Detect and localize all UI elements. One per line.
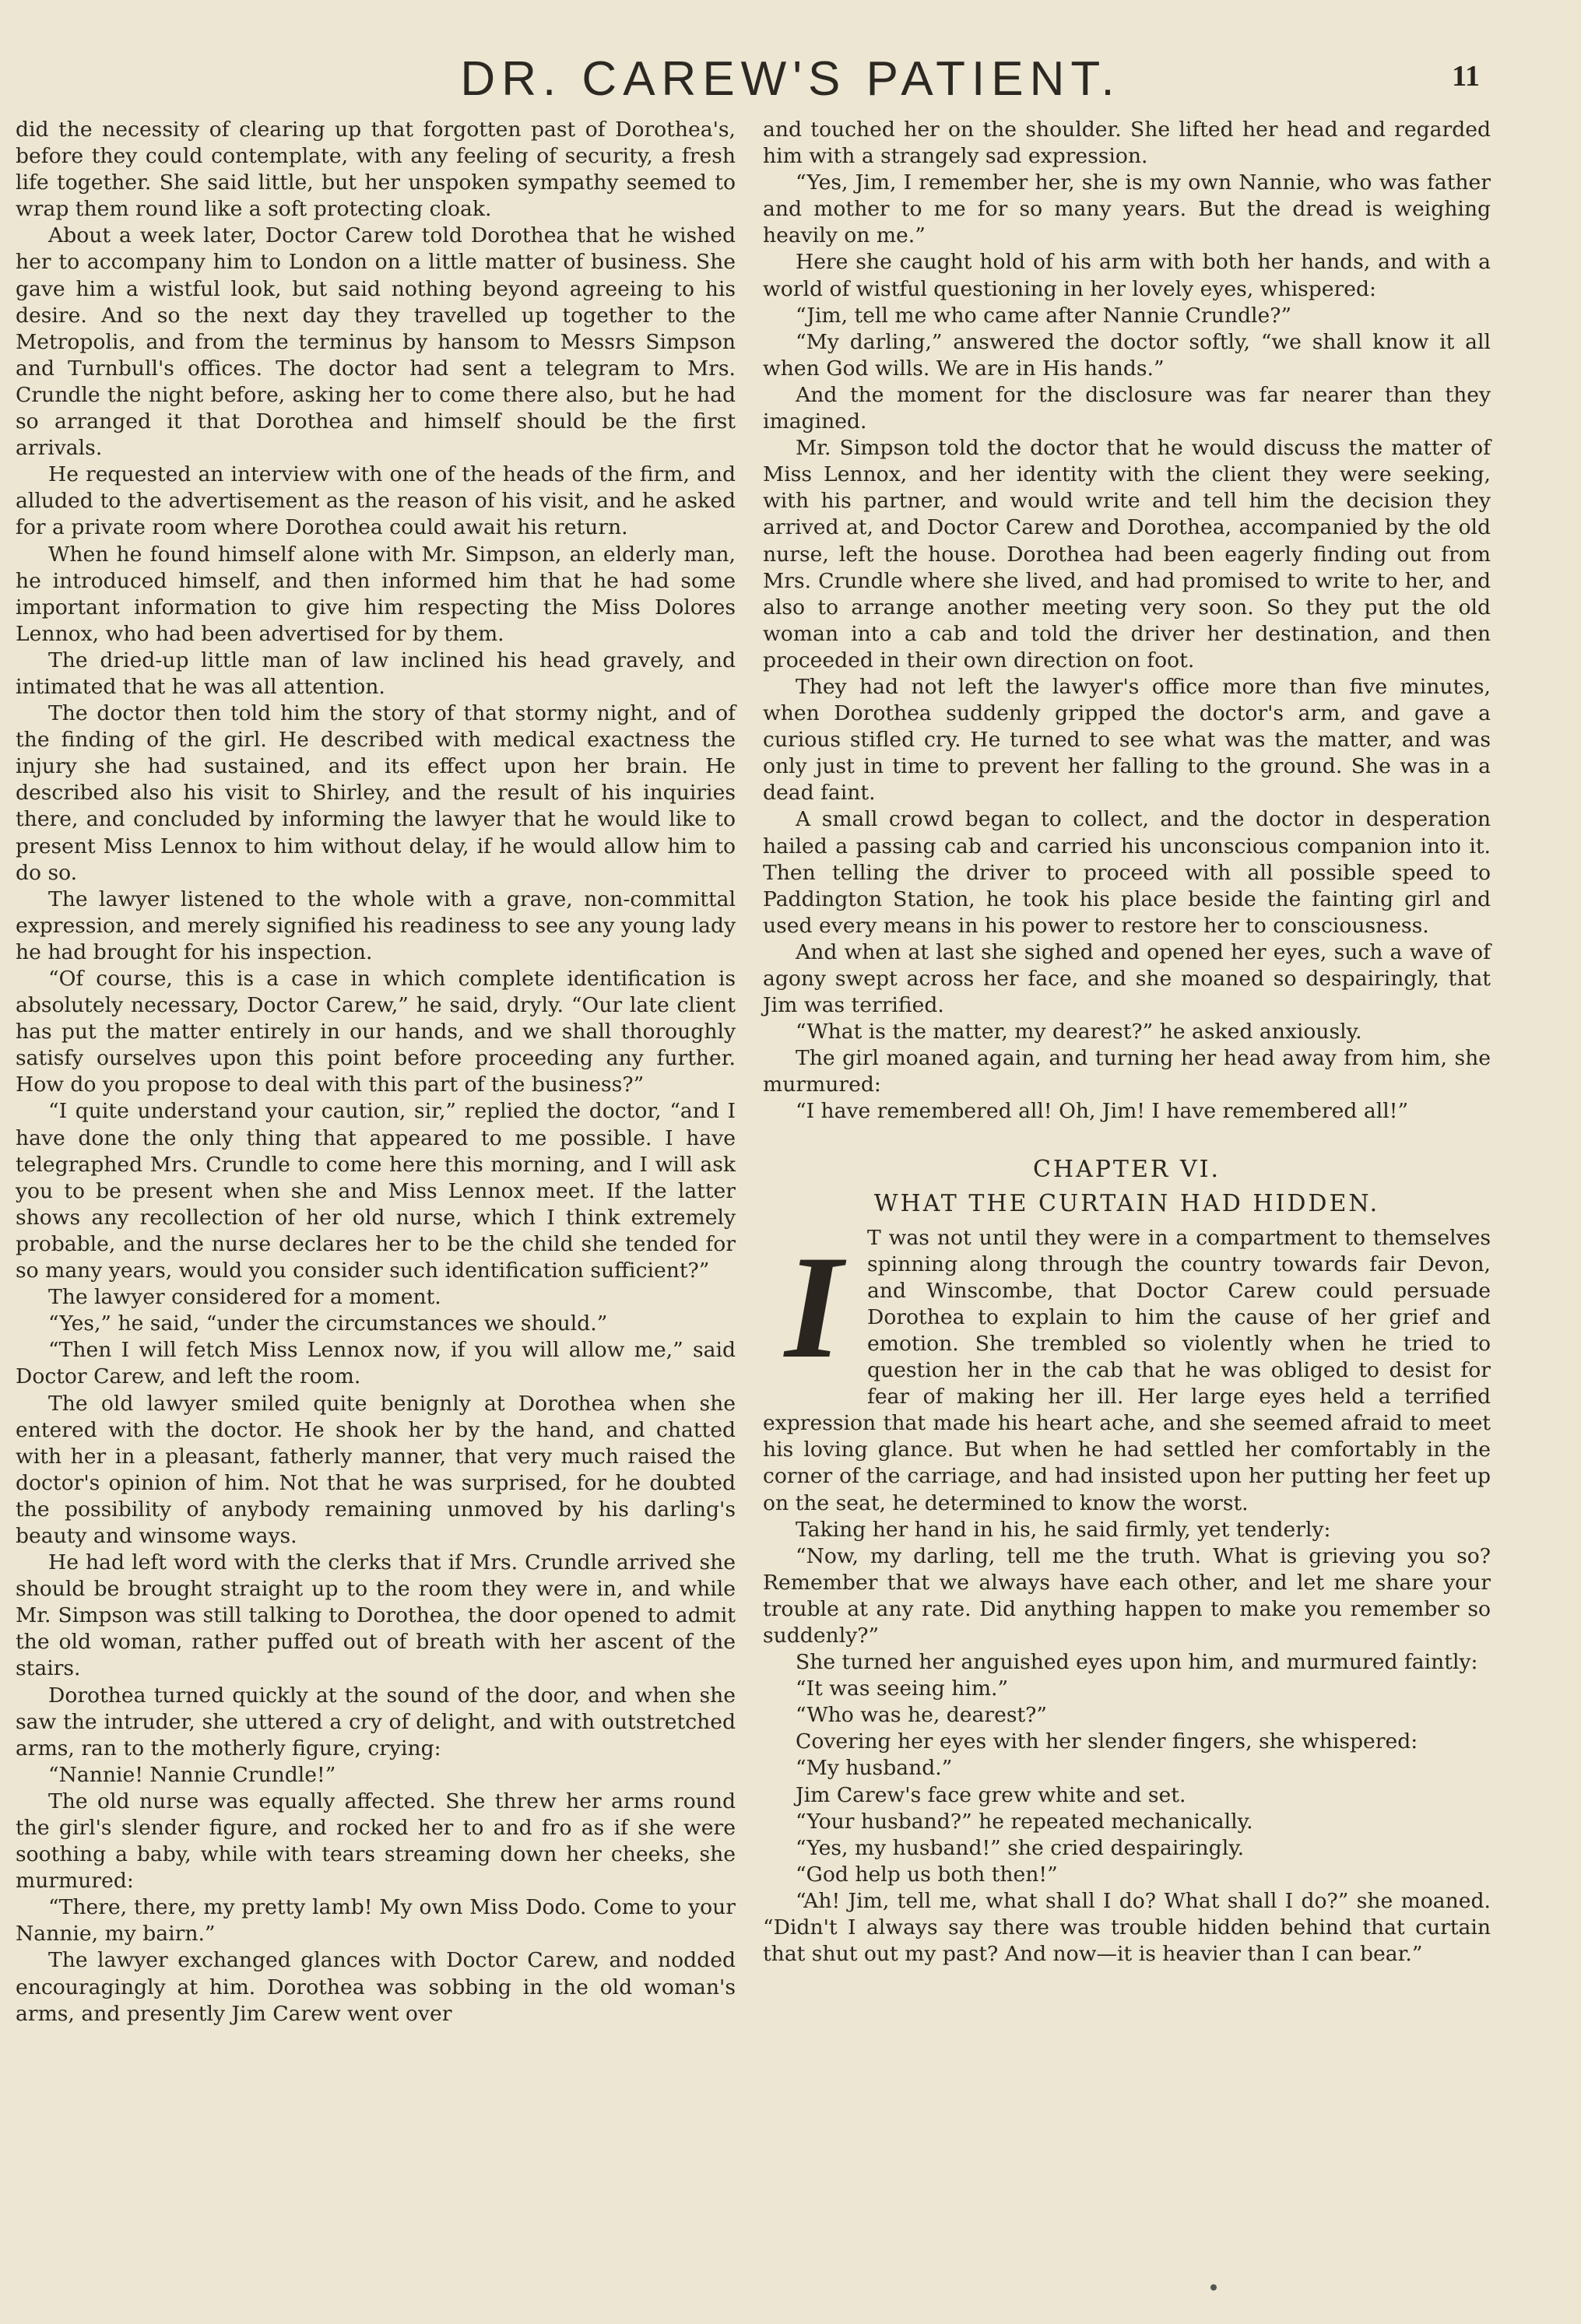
running-title: DR. CAREW'S PATIENT. <box>460 52 1121 106</box>
chapter-title: WHAT THE CURTAIN HAD HIDDEN. <box>873 1189 1380 1217</box>
page-number: 11 <box>1452 60 1480 93</box>
paragraph: did the necessity of clearing up that forgotten past of Dorothea's, before they could contemplate, with any feeling of security, a fresh life together. She said little, but her unspoken sympathy seemed to wrap them round like a soft protecting cloak. <box>16 118 736 222</box>
paragraph: Taking her hand in his, he said firmly, yet tenderly: <box>796 1517 1331 1542</box>
paragraph: They had not left the lawyer's office more than five minutes, when Dorothea suddenly gripped the doctor's arm, and gave a curious stifled cry. He turned to see what was the matter, and was only just in time to prevent her falling to the ground. She was in a dead faint. <box>763 674 1491 806</box>
paragraph: She turned her anguished eyes upon him, and murmured faintly: <box>796 1650 1478 1675</box>
paragraph: “Yes,” he said, “under the circumstances we should.” <box>48 1311 608 1336</box>
paragraph: “Who was he, dearest?” <box>796 1703 1048 1728</box>
paragraph: “I have remembered all! Oh, Jim! I have remembered all!” <box>796 1099 1409 1124</box>
paragraph: The lawyer listened to the whole with a grave, non-committal expression, and merely signified his readiness to see any young lady he had brought for his inspection. <box>16 886 736 964</box>
footer-dot <box>1210 2284 1217 2291</box>
paragraph: The girl moaned again, and turning her head away from him, she murmured: <box>763 1046 1491 1097</box>
paragraph: The doctor then told him the story of that stormy night, and of the finding of the girl. He described with medical exactness the injury she had sustained, and its effect upon her brain. He described also his visit to Shirley, and the result of his inquiries there, and concluded by informing the lawyer that he would like to present Miss Lennox to him without delay, if he would allow him to do so. <box>16 701 736 885</box>
paragraph: “What is the matter, my dearest?” he asked anxiously. <box>796 1020 1362 1044</box>
paragraph: “It was seeing him.” <box>796 1676 1009 1701</box>
paragraph: “My husband.” <box>796 1756 953 1781</box>
paragraph: The dried-up little man of law inclined his head gravely, and intimated that he was all attention. <box>16 648 736 699</box>
paragraph: When he found himself alone with Mr. Simpson, an elderly man, he introduced himself, and then informed him that he had some important information to give him respecting the Miss Dolores Lennox, who had been advertised for by them. <box>16 542 736 646</box>
right-column <box>763 117 1491 1968</box>
paragraph: Here she caught hold of his arm with both her hands, and with a world of wistful questioning in her lovely eyes, whispered: <box>763 250 1491 301</box>
paragraph: Dorothea turned quickly at the sound of the door, and when she saw the intruder, she uttered a cry of delight, and with outstretched arms, ran to the motherly figure, crying: <box>16 1683 736 1761</box>
paragraph: And when at last she sighed and opened her eyes, such a wave of agony swept across her face, and she moaned so despairingly, that Jim was terrified. <box>763 939 1491 1018</box>
paragraph: “Ah! Jim, tell me, what shall I do? What shall I do?” she moaned. “Didn't I always say there was trouble hidden behind that curtain that shut out my past? And now—it is heavier than I can bear.” <box>763 1888 1491 1967</box>
running-head <box>0 48 1581 111</box>
paragraph: Mr. Simpson told the doctor that he would discuss the matter of Miss Lennox, and her identity with the client they were seeking, with his partner, and would write and tell him the decision they arrived at, and Doctor Carew and Dorothea, accompanied by the old nurse, left the house. Dorothea had been eagerly finding out from Mrs. Crundle where she lived, and had promised to write to her, and also to arrange another meeting very soon. So they put the old woman into a cab and told the driver her destination, and then proceeded in their own direction on foot. <box>763 436 1491 672</box>
paragraph: Covering her eyes with her slender fingers, she whispered: <box>796 1729 1418 1754</box>
paragraph: “Then I will fetch Miss Lennox now, if you will allow me,” said Doctor Carew, and left the room. <box>16 1338 736 1389</box>
paragraph: “Of course, this is a case in which complete identification is absolutely necessary, Doctor Carew,” he said, dryly. “Our late client has put the matter entirely in our hands, and we shall thoroughly satisfy ourselves upon this point before proceeding any further. How do you propose to deal with this part of the business?” <box>16 967 736 1097</box>
paragraph: “Jim, tell me who came after Nannie Crundle?” <box>796 303 1292 328</box>
paragraph: “God help us both then!” <box>796 1862 1058 1887</box>
paragraph: And the moment for the disclosure was far nearer than they imagined. <box>763 382 1491 434</box>
chapter-first-paragraph: T was not until they were in a compartment to themselves spinning along through the country towards fair Devon, and Winscombe, that Doctor Carew could persuade Dorothea to explain to him the cause of her grief and emotion. She trembled so violently when he tried to question her in the cab that he was obliged to desist for fear of making her ill. Her large eyes held a terrified expression that made his heart ache, and she seemed afraid to meet his loving glance. But when he had settled her comfortably in the corner of the carriage, and had insisted upon her putting her feet up on the seat, he determined to know the worst. <box>763 1225 1491 1515</box>
chapter-number: CHAPTER VI. <box>1032 1155 1221 1183</box>
paragraph: Jim Carew's face grew white and set. <box>796 1782 1186 1807</box>
left-column <box>16 117 736 2027</box>
paragraph: A small crowd began to collect, and the doctor in desperation hailed a passing cab and carried his unconscious companion into it. Then telling the driver to proceed with all possible speed to Paddington Station, he took his place beside the fainting girl and used every means in his power to restore her to consciousness. <box>763 807 1491 938</box>
paragraph: “Now, my darling, tell me the truth. What is grieving you so? Remember that we always have each other, and let me share your trouble at any rate. Did anything happen to make you remember so suddenly?” <box>763 1543 1491 1648</box>
drop-cap-letter: I <box>785 1225 842 1389</box>
paragraph: “Your husband?” he repeated mechanically. <box>796 1809 1253 1834</box>
paragraph: He had left word with the clerks that if Mrs. Crundle arrived she should be brought straight up to the room they were in, and while Mr. Simpson was still talking to Dorothea, the door opened to admit the old woman, rather puffed out of breath with her ascent of the stairs. <box>16 1550 736 1681</box>
paragraph: The old lawyer smiled quite benignly at Dorothea when she entered with the doctor. He shook her by the hand, and chatted with her in a pleasant, fatherly manner, that very much raised the doctor's opinion of him. Not that he was surprised, for he doubted the possibility of anybody remaining unmoved by his darling's beauty and winsome ways. <box>16 1391 736 1548</box>
paragraph: “My darling,” answered the doctor softly, “we shall know it all when God wills. We are in His hands.” <box>763 329 1491 381</box>
paragraph: He requested an interview with one of the heads of the firm, and alluded to the advertisement as the reason of his visit, and he asked for a private room where Dorothea could await his return. <box>16 462 736 540</box>
paragraph: The lawyer considered for a moment. <box>48 1285 441 1310</box>
paragraph: “I quite understand your caution, sir,” replied the doctor, “and I have done the only thing that appeared to me possible. I have telegraphed Mrs. Crundle to come here this morning, and I will ask you to be present when she and Miss Lennox meet. If the latter shows any recollection of her old nurse, which I think extremely probable, and the nurse declares her to be the child she tended for so many years, would you consider such identification sufficient?” <box>16 1099 736 1283</box>
paragraph: “Yes, Jim, I remember her, she is my own Nannie, who was father and mother to me for so many years. But the dread is weighing heavily on me.” <box>763 170 1491 248</box>
paragraph: “There, there, my pretty lamb! My own Miss Dodo. Come to your Nannie, my bairn.” <box>16 1895 736 1947</box>
paragraph: and touched her on the shoulder. She lifted her head and regarded him with a strangely sad expression. <box>763 118 1491 169</box>
paragraph: About a week later, Doctor Carew told Dorothea that he wished her to accompany him to London on a little matter of business. She gave him a wistful look, but said nothing beyond agreeing to his desire. And so the next day they travelled up together to the Metropolis, and from the terminus by hansom to Messrs Simpson and Turnbull's offices. The doctor had sent a telegram to Mrs. Crundle the night before, asking her to come there also, but he had so arranged it that Dorothea and himself should be the first arrivals. <box>16 223 736 461</box>
drop-cap <box>771 1225 856 1389</box>
paragraph: The old nurse was equally affected. She threw her arms round the girl's slender figure, and rocked her to and fro as if she were soothing a baby, while with tears streaming down her cheeks, she murmured: <box>16 1789 736 1894</box>
paragraph: “Nannie! Nannie Crundle!” <box>48 1762 336 1787</box>
paragraph: “Yes, my husband!” she cried despairingly. <box>796 1835 1245 1860</box>
paragraph: The lawyer exchanged glances with Doctor Carew, and nodded encouragingly at him. Dorothea was sobbing in the old woman's arms, and presently Jim Carew went over <box>16 1948 736 2026</box>
